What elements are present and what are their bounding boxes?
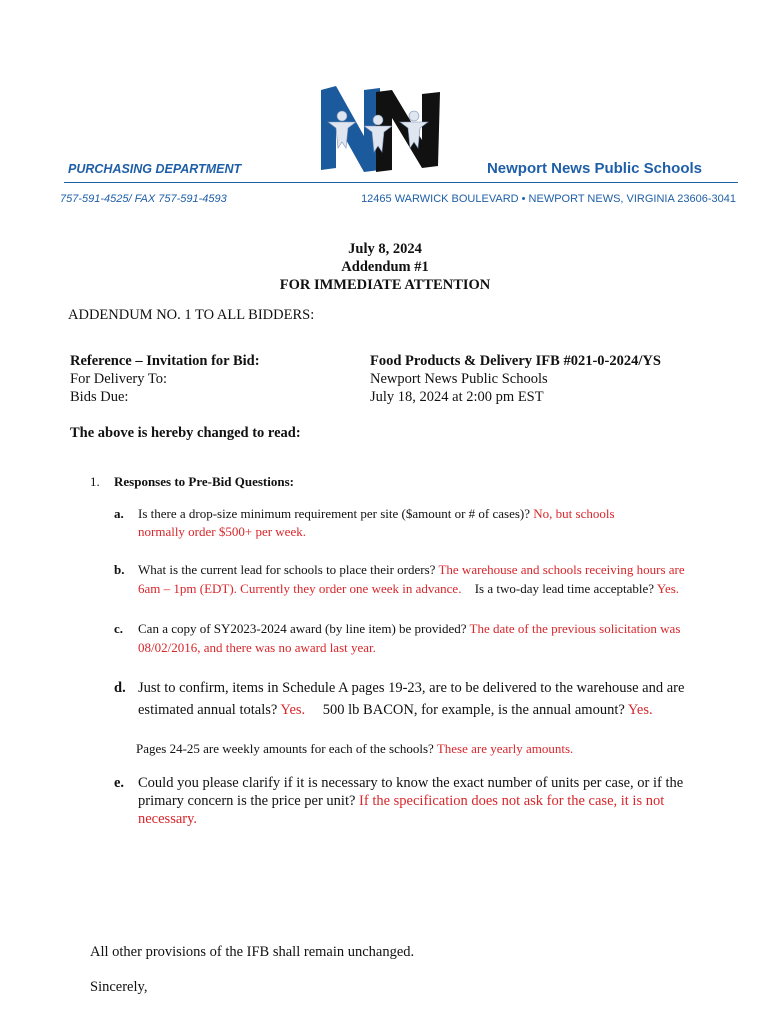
question-d-text2: estimated annual totals? [138,702,278,718]
intro-line: ADDENDUM NO. 1 TO ALL BIDDERS: [68,307,315,323]
nnps-logo [318,86,446,176]
answer-b-followup: Yes. [656,581,680,596]
section-number: 1. [90,474,100,489]
question-d-text4: Pages 24-25 are weekly amounts for each of the schools? [136,741,434,756]
question-d-line2 [138,701,738,719]
signoff: Sincerely, [90,979,148,995]
answer-c-line2: 08/02/2016, and there was no award last year. [138,640,376,655]
closing-statement: All other provisions of the IFB shall remain unchanged. [90,944,415,960]
question-b-label: b. [114,562,125,577]
question-d-line1: Just to confirm, items in Schedule A pages 19-23, are to be delivered to the warehouse and are [138,680,685,696]
question-b-followup: Is a two-day lead time acceptable? [474,581,655,596]
address: 12465 WARWICK BOULEVARD • NEWPORT NEWS, VIRGINIA 23606-3041 [361,193,736,205]
answer-d-3: These are yearly amounts. [436,741,574,756]
answer-c-line1: The date of the previous solicitation was [469,621,681,636]
question-e-line2 [138,792,738,810]
answer-b-line2: 6am – 1pm (EDT). Currently they order one week in advance. [138,581,462,596]
question-e-line1: Could you please clarify if it is necessary to know the exact number of units per case, or if the [138,775,684,791]
question-a-label: a. [114,506,124,521]
answer-e-line2: necessary. [138,811,198,827]
answer-e-line1: If the specification does not ask for the case, it is not [359,793,665,809]
question-b-line2 [138,579,738,599]
school-name: Newport News Public Schools [486,160,702,177]
addendum-date: July 8, 2024 [348,241,422,257]
question-d-label: d. [114,680,126,696]
changed-heading: The above is hereby changed to read: [70,425,301,441]
question-b-text: What is the current lead for schools to place their orders? [138,562,436,577]
attention-heading: FOR IMMEDIATE ATTENTION [279,277,491,293]
answer-d-1: Yes. [280,702,306,718]
delivery-value: Newport News Public Schools [370,371,548,387]
question-a-text: Is there a drop-size minimum requirement per site ($amount or # of cases)? [138,506,531,521]
due-label: Bids Due: [70,389,129,405]
answer-a-line2: normally order $500+ per week. [138,524,306,539]
question-a [138,504,738,524]
question-c-label: c. [114,621,124,636]
question-c [138,619,748,639]
due-value: July 18, 2024 at 2:00 pm EST [370,389,544,405]
phone-fax: 757-591-4525/ FAX 757-591-4593 [60,193,227,205]
reference-value: Food Products & Delivery IFB #021-0-2024/YS [370,353,661,369]
answer-a-line1: No, but schools [533,506,615,521]
section-title: Responses to Pre-Bid Questions: [114,474,294,489]
answer-b-line1: The warehouse and schools receiving hours are [438,562,685,577]
question-e-label: e. [114,775,125,791]
header-divider [64,182,738,183]
question-d-line3 [136,739,736,759]
question-b [138,560,738,580]
delivery-label: For Delivery To: [70,371,167,387]
question-d-text3: 500 lb BACON, for example, is the annual amount? [322,702,625,718]
addendum-number: Addendum #1 [341,259,429,275]
department-name: PURCHASING DEPARTMENT [68,162,242,176]
reference-label: Reference – Invitation for Bid: [70,353,260,369]
question-e-text2: primary concern is the price per unit? [138,793,356,809]
answer-d-2: Yes. [627,702,653,718]
question-c-text: Can a copy of SY2023-2024 award (by line item) be provided? [138,621,467,636]
